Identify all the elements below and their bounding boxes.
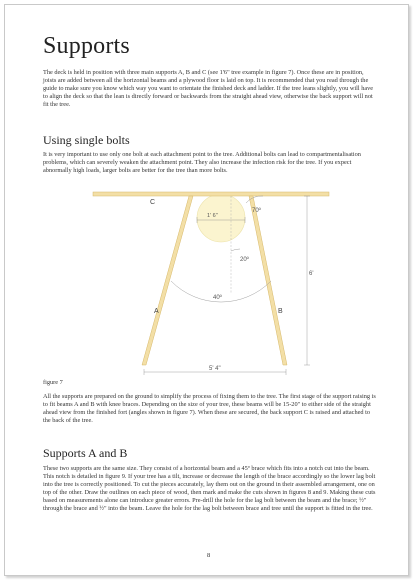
label-b: B xyxy=(278,308,283,315)
label-c: C xyxy=(150,199,156,206)
height-label: 6' xyxy=(309,271,314,277)
angle-70-label: 70º xyxy=(252,208,261,214)
beam-c xyxy=(93,192,329,196)
figure-caption: figure 7 xyxy=(43,379,63,386)
supports-a-b-paragraph: These two supports are the same size. They consist of a horizontal beam and a 45º brace which fits into a notch cut into the beam. This notch is detailed in figure 9. If your tree has a tilt, increase or decrease the length of the brace accordingly so the lower lag bolt into the tree is correctly positioned. To cut the pieces accurately, lay them out on the ground in their assembled arrangement, one on top of the other. Draw the outlines on each piece of wood, then mark and make the cuts shown in figures 8 and 9. Making these cuts based on measurements alone can introduce greater errors. Pre-drill the hole for the lag bolt between the beam and the brace; ½" through the brace and ½" into the beam. Leave the hole for the lag bolt between brace and tree until the support is fitted in the tree. xyxy=(43,465,376,513)
beam-a xyxy=(142,196,193,365)
tree-diameter-label: 1' 6" xyxy=(207,213,218,219)
intro-paragraph: The deck is held in position with three main supports A, B and C (see 1'6" tree example in figure 7). Once these are in position, joists are added between all the horizontal beams and a plywood floor is laid on top. It is recommended that you read through the guide to make sure you know which way you want to orientate the finished deck and ladder. If the tree leans slightly, you will have to align the deck so that the lean is directly forward or backwards from the straight ahead view, otherwise the back support will not fit the tree. xyxy=(43,69,374,109)
after-figure-paragraph: All the supports are prepared on the ground to simplify the process of fixing them to the tree. The first stage of the support raising is to fit beams A and B with knee braces. Depending on the size of your tree, these beams will be 15-20" to either side of the straight ahead view from the finished fort (angles shown in figure 7). When these are secured, the back support C is raised and attached to the back of the tree. xyxy=(43,393,376,425)
beam-b xyxy=(249,196,287,365)
page-number: 8 xyxy=(207,552,211,559)
section-heading-supports-a-b: Supports A and B xyxy=(43,446,128,460)
figure-7-diagram xyxy=(85,189,345,379)
tree-cross-section xyxy=(197,194,245,242)
page-title: Supports xyxy=(43,33,130,59)
label-a: A xyxy=(154,308,159,315)
base-width-label: 5' 4" xyxy=(209,366,221,372)
document-page xyxy=(4,4,409,576)
angle-40-label: 40º xyxy=(213,295,222,301)
section-heading-single-bolts: Using single bolts xyxy=(43,133,130,147)
single-bolts-paragraph: It is very important to use only one bolt at each attachment point to the tree. Additional bolts can lead to compartmentalisation problems, which can severely weaken the attachment point. They also increase the infection risk for the tree. If you expect abnormally high loads, larger bolts are better for the tree than more bolts. xyxy=(43,151,361,175)
angle-20-label: 20º xyxy=(240,257,249,263)
